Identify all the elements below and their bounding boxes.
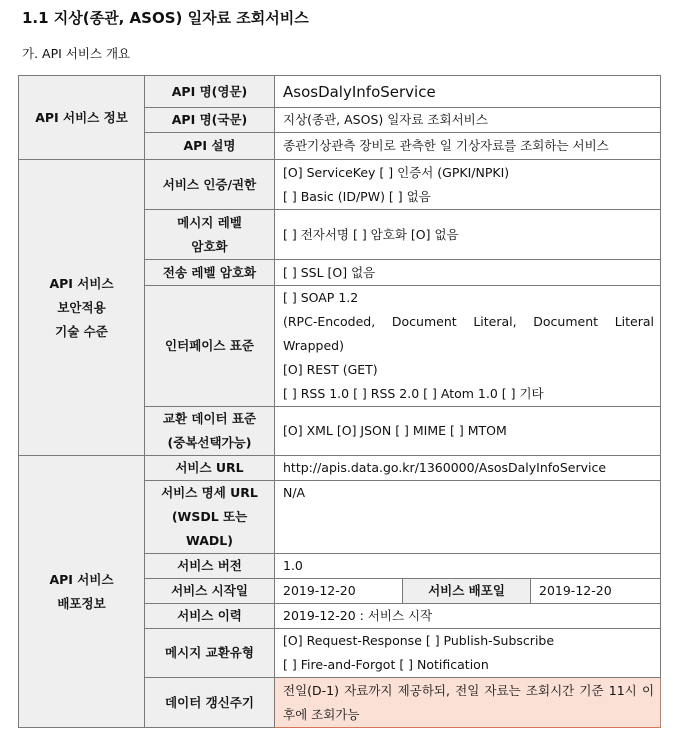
- msg-exchange-line: [O] Request-Response [ ] Publish-Subscribe: [283, 633, 555, 648]
- exchange-label-line: (중복선택가능): [167, 435, 252, 450]
- section-subtitle: 가. API 서비스 개요: [22, 46, 131, 61]
- transport-enc-value: [ ] SSL [O] 없음: [275, 260, 661, 286]
- deploy-label-line: 배포정보: [57, 595, 106, 611]
- interface-line: [ ] SOAP 1.2: [283, 290, 359, 305]
- api-desc-value: 종관기상관측 장비로 관측한 일 기상자료를 조회하는 서비스: [275, 133, 661, 160]
- transport-enc-label: 전송 레벨 암호화: [145, 260, 275, 286]
- spec-url-value: N/A: [275, 481, 661, 554]
- auth-line: [O] ServiceKey [ ] 인증서 (GPKI/NPKI): [283, 164, 510, 180]
- security-label-line: API 서비스: [49, 275, 114, 291]
- interface-line: (RPC-Encoded, Document Literal, Document Literal Wrapped): [283, 314, 655, 353]
- url-value: http://apis.data.go.kr/1360000/AsosDalyInfoService: [275, 456, 661, 481]
- start-date-value: 2019-12-20: [275, 579, 403, 604]
- msg-exchange-line: [ ] Fire-and-Forgot [ ] Notification: [283, 657, 489, 672]
- api-name-ko-value: 지상(종관, ASOS) 일자료 조회서비스: [275, 108, 661, 133]
- update-label: 데이터 갱신주기: [145, 678, 275, 728]
- spec-url-label-line: WADL): [186, 533, 233, 548]
- row-url: [19, 456, 661, 481]
- history-value: 2019-12-20 : 서비스 시작: [275, 604, 661, 629]
- spec-url-label: [145, 481, 275, 554]
- interface-line: [O] REST (GET): [283, 362, 378, 377]
- exchange-value: [O] XML [O] JSON [ ] MIME [ ] MTOM: [275, 407, 661, 456]
- api-name-en-label: API 명(영문): [145, 76, 275, 108]
- msg-enc-label: [145, 210, 275, 260]
- msg-enc-label-line: 메시지 레벨: [177, 214, 242, 230]
- auth-label: 서비스 인증/권한: [145, 160, 275, 210]
- deploy-date-value: 2019-12-20: [531, 579, 661, 604]
- deploy-date-label: 서비스 배포일: [403, 579, 531, 604]
- row-api-name-en: [19, 76, 661, 108]
- section-title: 1.1 지상(종관, ASOS) 일자료 조회서비스: [22, 9, 309, 27]
- api-name-en-value: AsosDalyInfoService: [275, 76, 661, 108]
- api-overview-table: [18, 75, 661, 728]
- exchange-label-line: 교환 데이터 표준: [162, 411, 257, 426]
- interface-line: [ ] RSS 1.0 [ ] RSS 2.0 [ ] Atom 1.0 [ ] 기타: [283, 386, 544, 401]
- section-security-label: [19, 160, 145, 456]
- msg-exchange-value: [275, 629, 661, 678]
- spec-url-label-line: (WSDL 또는: [171, 509, 248, 524]
- start-date-label: 서비스 시작일: [145, 579, 275, 604]
- msg-exchange-label: 메시지 교환유형: [145, 629, 275, 678]
- update-value: 전일(D-1) 자료까지 제공하되, 전일 자료는 조회시간 기준 11시 이후에 조회가능: [275, 678, 661, 728]
- api-desc-label: API 설명: [145, 133, 275, 160]
- auth-value: [275, 160, 661, 210]
- security-label-line: 보안적용: [57, 299, 106, 315]
- history-label: 서비스 이력: [145, 604, 275, 629]
- api-name-ko-label: API 명(국문): [145, 108, 275, 133]
- section-deploy-label: [19, 456, 145, 728]
- interface-value: [275, 286, 661, 407]
- url-label: 서비스 URL: [145, 456, 275, 481]
- exchange-label: [145, 407, 275, 456]
- spec-url-label-line: 서비스 명세 URL: [161, 485, 258, 500]
- msg-enc-label-line: 암호화: [191, 238, 228, 254]
- auth-line: [ ] Basic (ID/PW) [ ] 없음: [283, 188, 431, 204]
- version-value: 1.0: [275, 554, 661, 579]
- security-label-line: 기술 수준: [55, 323, 108, 339]
- section-api-info-label: API 서비스 정보: [19, 76, 145, 160]
- row-auth: [19, 160, 661, 210]
- msg-enc-value: [ ] 전자서명 [ ] 암호화 [O] 없음: [275, 210, 661, 260]
- version-label: 서비스 버전: [145, 554, 275, 579]
- interface-label: 인터페이스 표준: [145, 286, 275, 407]
- deploy-label-line: API 서비스: [49, 571, 114, 587]
